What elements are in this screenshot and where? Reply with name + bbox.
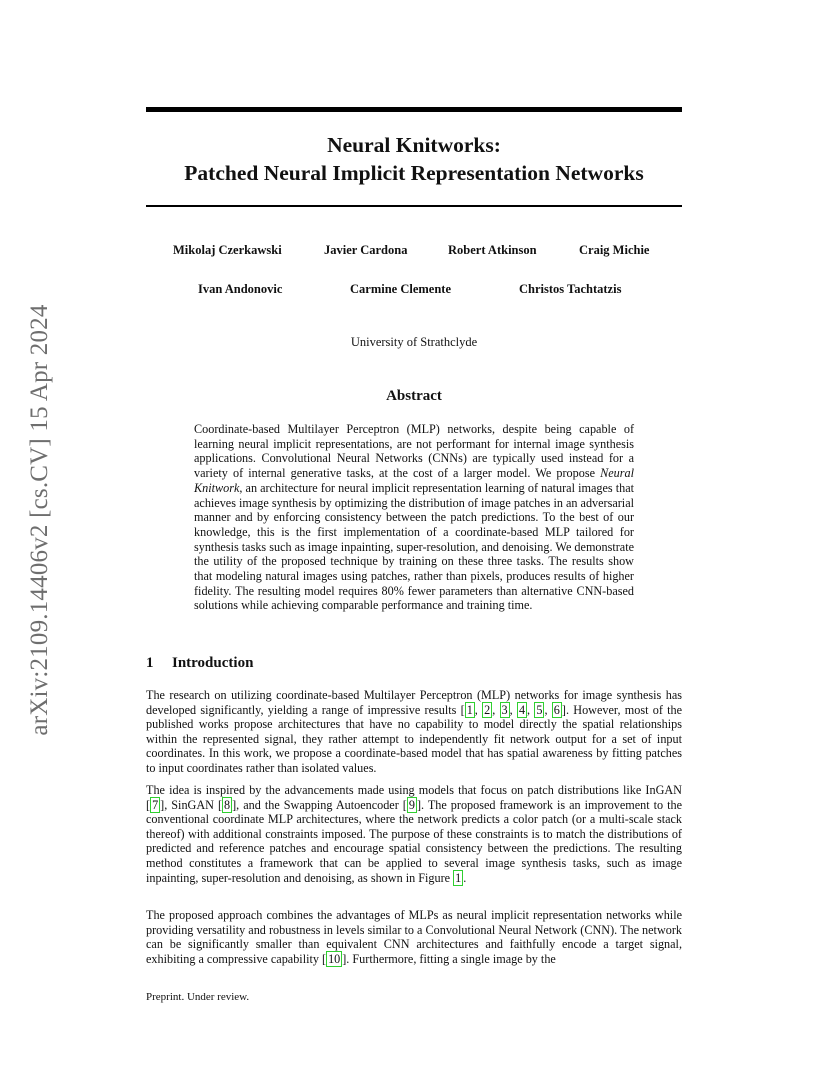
- abstract-method-name: Neural Knitwork: [194, 466, 634, 495]
- citation-link[interactable]: 4: [518, 702, 526, 717]
- paragraph-text: ], SinGAN [: [160, 797, 223, 812]
- footer-note: Preprint. Under review.: [146, 991, 250, 1003]
- paragraph-text: The research on utilizing coordinate-based Multilayer Perceptron (MLP) networks for image synthesis has developed significantly, yielding a range of impressive results [: [146, 688, 682, 717]
- paragraph-text: ]. Furthermore, fitting a single image by the: [342, 951, 556, 966]
- paragraph-text: ]. The proposed framework is an improvement to the conventional coordinate MLP architectures, where the network predicts a color patch (or a multi-scale stack thereof) with additional constraints imposed. The purpose of these constraints is to match the distributions of predicted and reference patches and encourage spatial consistency between the predictions. The resulting method constitutes a framework that can be applied to several image synthesis tasks, such as image inpainting, super-resolution and denoising, as shown in Figure: [146, 797, 682, 885]
- author-name: Mikolaj Czerkawski: [173, 243, 282, 257]
- author-name: Carmine Clemente: [350, 282, 452, 296]
- abstract-heading: Abstract: [386, 388, 442, 404]
- paragraph-text: The proposed approach combines the advantages of MLPs as neural implicit representation networks while providing versatility and robustness in levels similar to a Convolutional Neural Network (CNN). The network can be significantly smaller than equivalent CNN architectures and faithfully encode a target signal, exhibiting a compressive capability [: [146, 908, 682, 966]
- paragraph: [146, 908, 682, 966]
- section-heading: [146, 655, 253, 672]
- citation-link[interactable]: 7: [152, 797, 159, 812]
- citation-link[interactable]: 9: [408, 797, 415, 812]
- arxiv-stamp: arXiv:2109.14406v2 [cs.CV] 15 Apr 2024: [26, 304, 53, 736]
- paper-title: [146, 131, 682, 187]
- section-title: Introduction: [172, 655, 254, 671]
- author-name: Christos Tachtatzis: [519, 282, 622, 296]
- author-name: Robert Atkinson: [448, 243, 537, 257]
- paragraph: The research on utilizing coordinate-based Multilayer Perceptron (MLP) networks for image synthesis has developed significantly, yielding a range of impressive results [ 1 , 2 , 3 , 4 , 5 , 6 ]. However, most of the published works propose architectures that have no capability to model directly the spatial relationships within the represented signal, they rather attempt to independently fit network output for a set of input coordinates. In this work, we propose a coordinate-based model that has spatial awareness by fitting patches to input coordinates rather than isolated values.: [146, 688, 683, 775]
- citation-link[interactable]: 3: [501, 702, 508, 717]
- citation-link[interactable]: 5: [536, 702, 543, 717]
- citation-link[interactable]: 6: [553, 702, 560, 717]
- citation-link[interactable]: 1: [466, 702, 473, 717]
- paragraph-text: ]. However, most of the published works propose architectures that have no capability to model directly the spatial relationships within the represented signal, they rather attempt to independently fit network output for a set of input coordinates. In this work, we propose a coordinate-based model that has spatial awareness by fitting patches to input coordinates rather than isolated values.: [146, 702, 683, 775]
- citation-link[interactable]: 2: [484, 702, 491, 717]
- figure-link[interactable]: 1: [455, 870, 462, 885]
- paragraph: [146, 783, 682, 885]
- abstract-text: [194, 422, 634, 613]
- abstract-text-part: Coordinate-based Multilayer Perceptron (MLP) networks, despite being capable of learning neural implicit representations, are not performant for internal image synthesis applications. Convolutional Neural Networks (CNNs) are typically used instead for a variety of internal generative tasks, at the cost of a larger model. We propose: [194, 422, 634, 481]
- abstract-text-part: , an architecture for neural implicit representation learning of natural images that achieves image synthesis by optimizing the distribution of image patches in an adversarial manner and by enforcing consistency between the patch predictions. To the best of our knowledge, this is the first implementation of a coordinate-based MLP tailored for synthesis tasks such as image inpainting, super-resolution, and denoising. We demonstrate the utility of the proposed technique by training on these three tasks. The results show that modeling natural images using patches, rather than pixels, produces results of higher fidelity. The resulting model requires 80% fewer parameters than alternative CNN-based solutions while achieving comparable performance and training time.: [194, 480, 634, 613]
- author-name: Craig Michie: [579, 243, 650, 257]
- paragraph-text: .: [463, 870, 467, 885]
- citation-link[interactable]: 8: [224, 797, 231, 812]
- citation-link[interactable]: 10: [328, 951, 341, 966]
- section-number: 1: [146, 655, 154, 671]
- author-name: Ivan Andonovic: [198, 282, 283, 296]
- author-name: Javier Cardona: [324, 243, 408, 257]
- title-line-1: Neural Knitworks:: [327, 133, 501, 157]
- title-line-2: Patched Neural Implicit Representation Networks: [184, 161, 644, 185]
- title-bottom-rule: [146, 205, 682, 207]
- affiliation: University of Strathclyde: [350, 335, 478, 349]
- paragraph-text: ], and the Swapping Autoencoder [: [232, 797, 407, 812]
- paragraph-text: The idea is inspired by the advancements made using models that focus on patch distributions like InGAN [: [146, 783, 682, 812]
- title-top-rule: [146, 107, 682, 112]
